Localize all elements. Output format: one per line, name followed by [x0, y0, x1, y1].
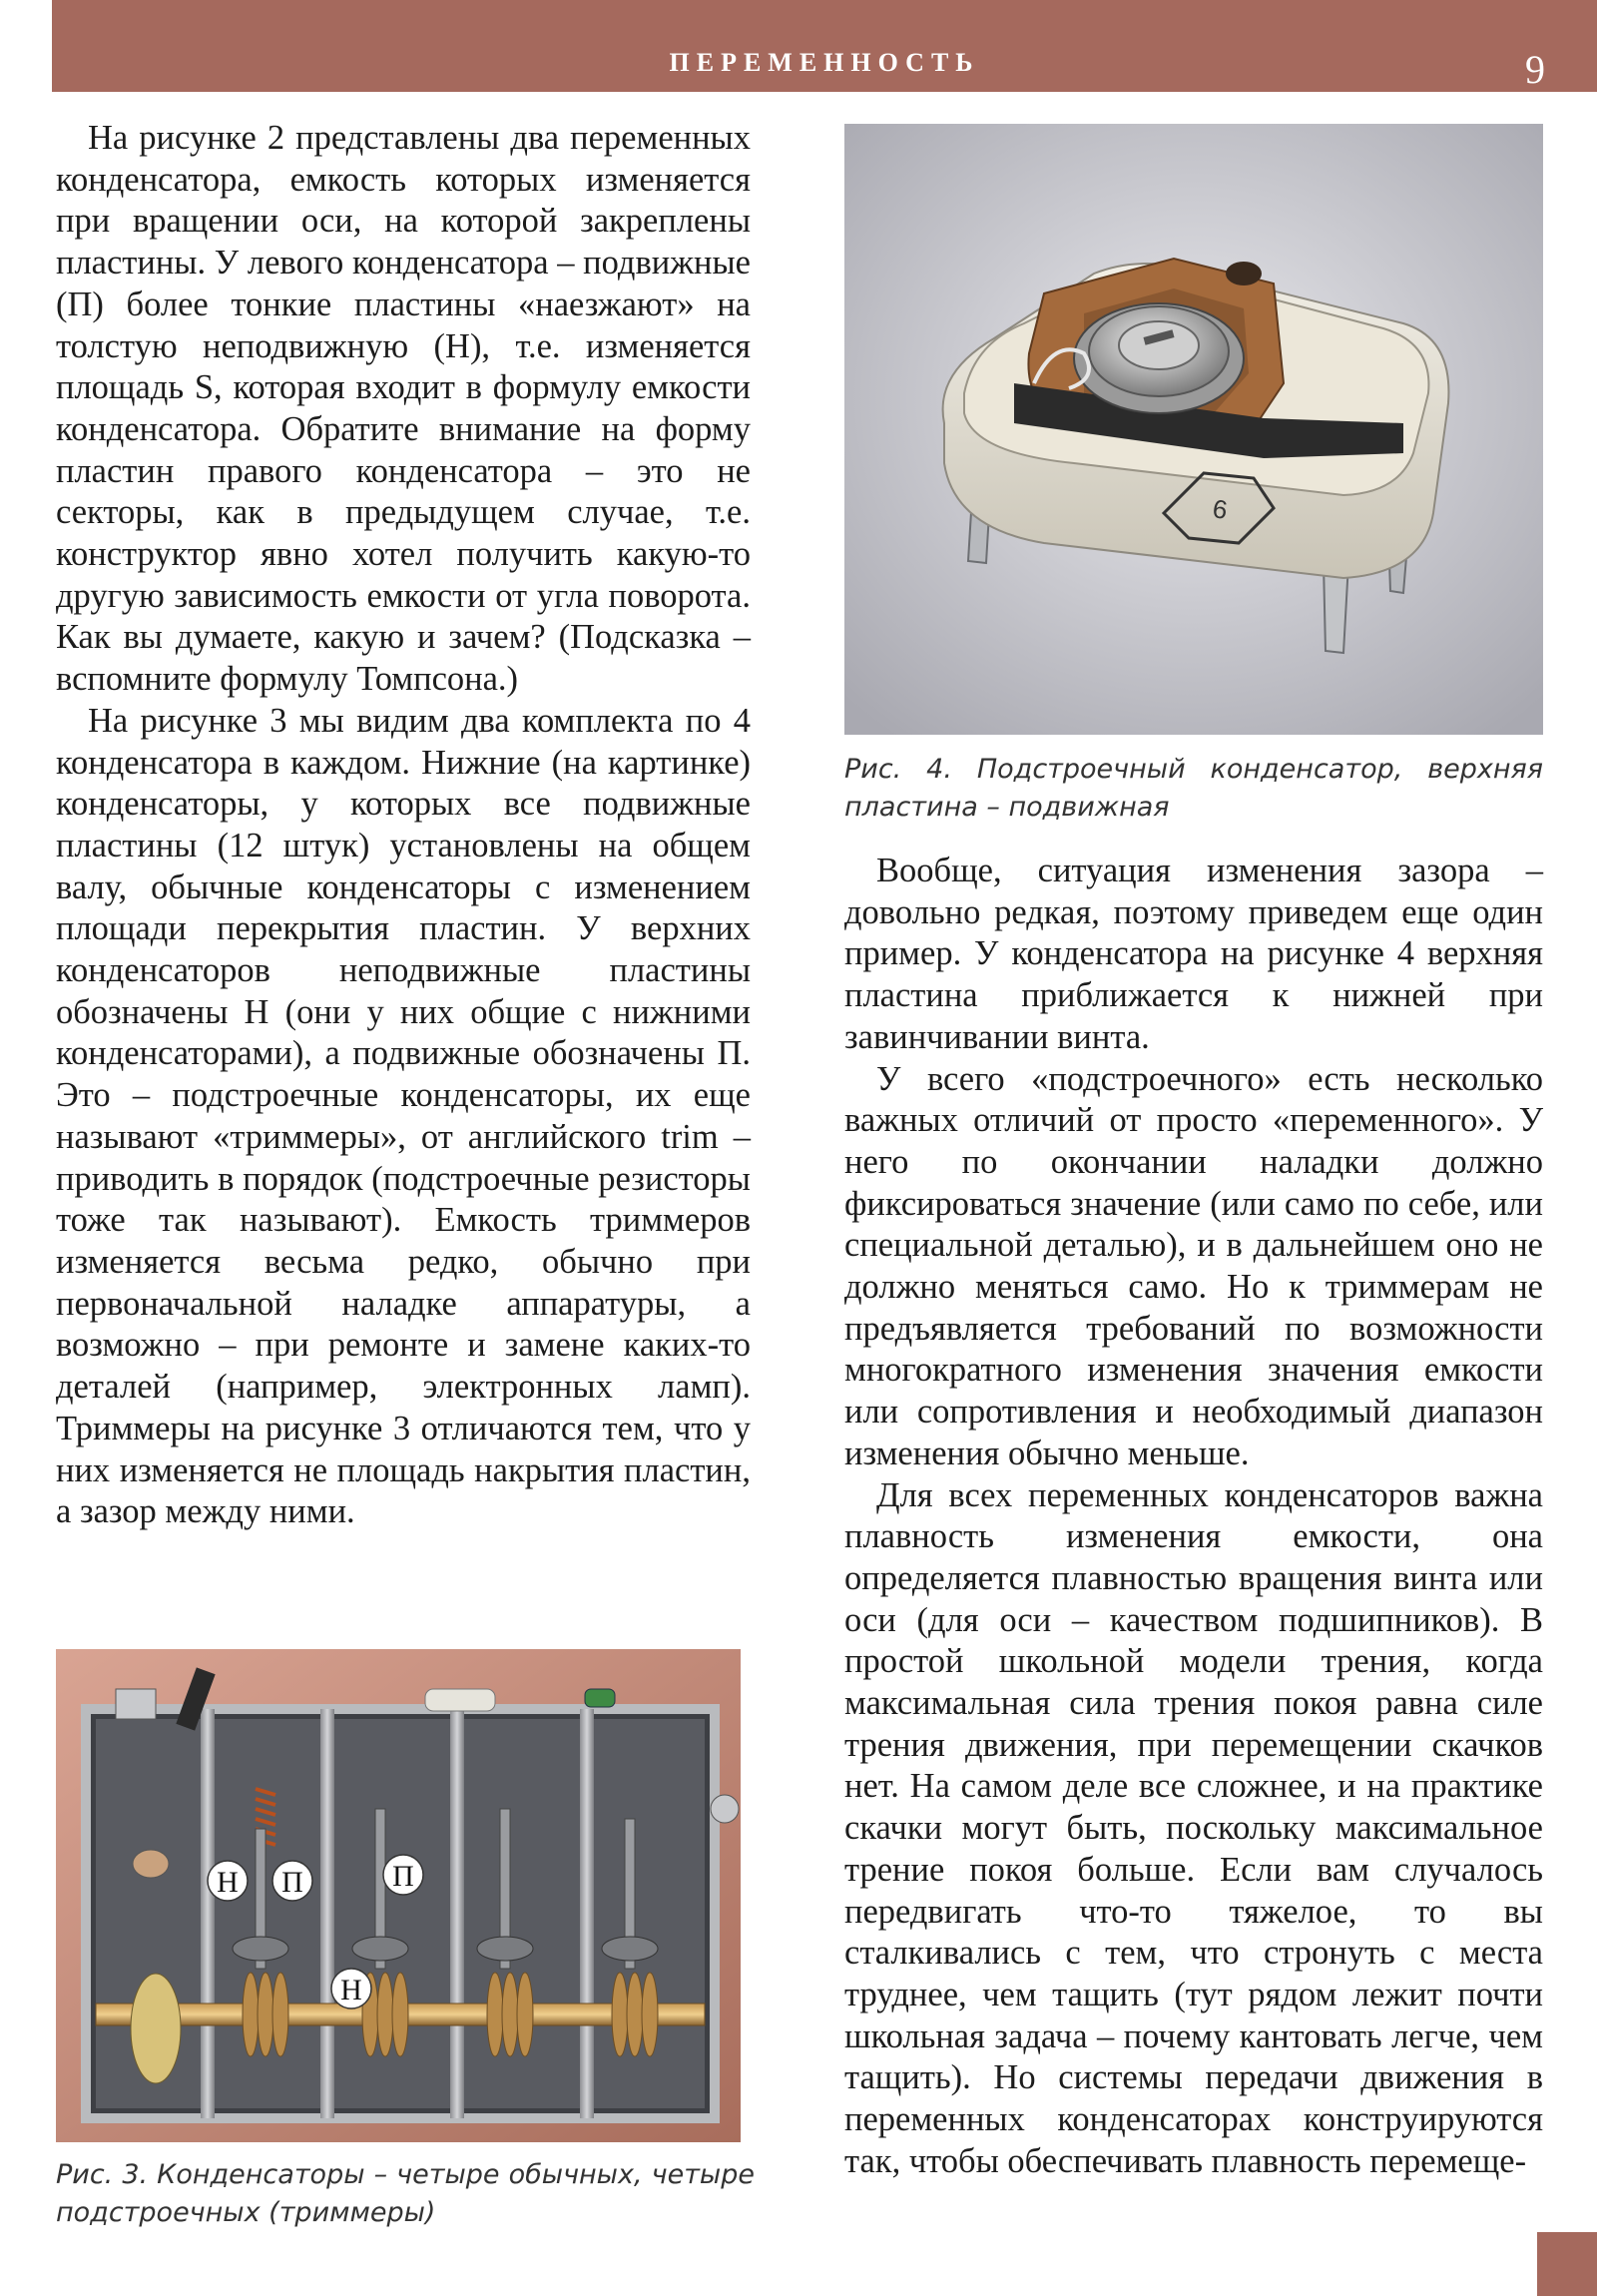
running-title: ПЕРЕМЕННОСТЬ	[669, 48, 980, 77]
right-column	[844, 851, 1543, 2183]
figure-3-photo	[56, 1649, 741, 2142]
marking-text: 6	[1211, 493, 1230, 525]
paragraph: У всего «подстроечного» есть несколько важных отличий от просто «переменного». У него по окончании наладки должно фиксироваться значение (или само по себе, или специальной деталью), и в дальнейшем оно не должно меняться само. Но к триммерам не предъявляется требований по возможности многократного изменения значения емкости или сопротивления и необходимый диапазон изменения обычно меньше.	[844, 1059, 1543, 1472]
paragraph: На рисунке 3 мы видим два комплекта по 4 конденсатора в каждом. Нижние (на картинке) конденсаторы, у которых все подвижные пластины (12 штук) установлены на общем валу, обычные конденсаторы с изменением площади перекрытия пластин. У верхних конденсаторов неподвижные пластины обозначены Н (они у них общие с нижними конденсаторами), а подвижные обозначены П. Это – подстроечные конденсаторы, их еще называют «триммеры», от английского trim – приводить в порядок (подстроечные резисторы тоже так называют). Емкость триммеров изменяется весьма редко, обычно при первоначальной наладке аппаратуры, а возможно – при ремонте и замене каких-то деталей (например, электронных ламп). Триммеры на рисунке 3 отличаются тем, что у них изменяется не площадь накрытия пластин, а зазор между ними.	[56, 701, 751, 1531]
trimmer-capacitor-illustration	[844, 124, 1543, 735]
marker-text: Н	[217, 1866, 239, 1899]
paragraph: Вообще, ситуация изменения зазора – довольно редкая, поэтому приведем еще один пример. У конденсатора на рисунке 4 верхняя пластина приближается к нижней при завинчивании винта.	[844, 852, 1543, 1056]
paragraph: Для всех переменных конденсаторов важна плавность изменения емкости, она определяется плавностью вращения винта или оси (для оси – качеством подшипников). В простой школьной модели трения, когда максимальная сила трения покоя равна силе трения движения, при перемещении скачков нет. На самом деле все сложнее, и на практике скачки могут быть, поскольку максимальное трение покоя больше. Если вам случалось передвигать что-то тяжелое, то вы сталкивались с тем, что стронуть с места труднее, чем тащить (тут рядом лежит почти школьная задача – почему кантовать легче, чем тащить). Но системы передачи движения в переменных конденсаторах конструируются так, чтобы обеспечивать плавность перемеще-	[844, 1475, 1543, 2180]
page-header	[52, 0, 1597, 92]
label-marker-p1	[272, 1861, 312, 1901]
figure-4-caption: Рис. 4. Подстроечный конденсатор, верхняя пластина – подвижная	[844, 754, 1543, 823]
marker-text: П	[392, 1860, 414, 1893]
page-corner-tab	[1537, 2232, 1597, 2296]
capacitor-block-illustration	[56, 1649, 741, 2142]
label-marker-n1	[208, 1861, 248, 1901]
label-marker-p2	[383, 1855, 423, 1895]
figure-4-photo	[844, 124, 1543, 735]
left-column	[56, 118, 751, 1533]
page-number: 9	[1525, 47, 1545, 92]
figure-3-caption: Рис. 3. Конденсаторы – четыре обычных, четыре подстроечных (триммеры)	[56, 2159, 755, 2228]
marker-text: Н	[340, 1974, 362, 2007]
paragraph: На рисунке 2 представлены два переменных конденсатора, емкость которых изменяется при вращении оси, на которой закреплены пластины. У левого конденсатора – подвижные (П) более тонкие пластины «наезжают» на толстую неподвижную (Н), т.е. изменяется площадь S, которая входит в формулу емкости конденсатора. Обратите внимание на форму пластин правого конденсатора – это не секторы, как в предыдущем случае, т.е. конструктор явно хотел получить какую-то другую зависимость емкости от угла поворота. Как вы думаете, какую и зачем? (Подсказка – вспомните формулу Томпсона.)	[56, 119, 751, 699]
marker-text: П	[281, 1866, 303, 1899]
label-marker-n2	[331, 1969, 371, 2009]
